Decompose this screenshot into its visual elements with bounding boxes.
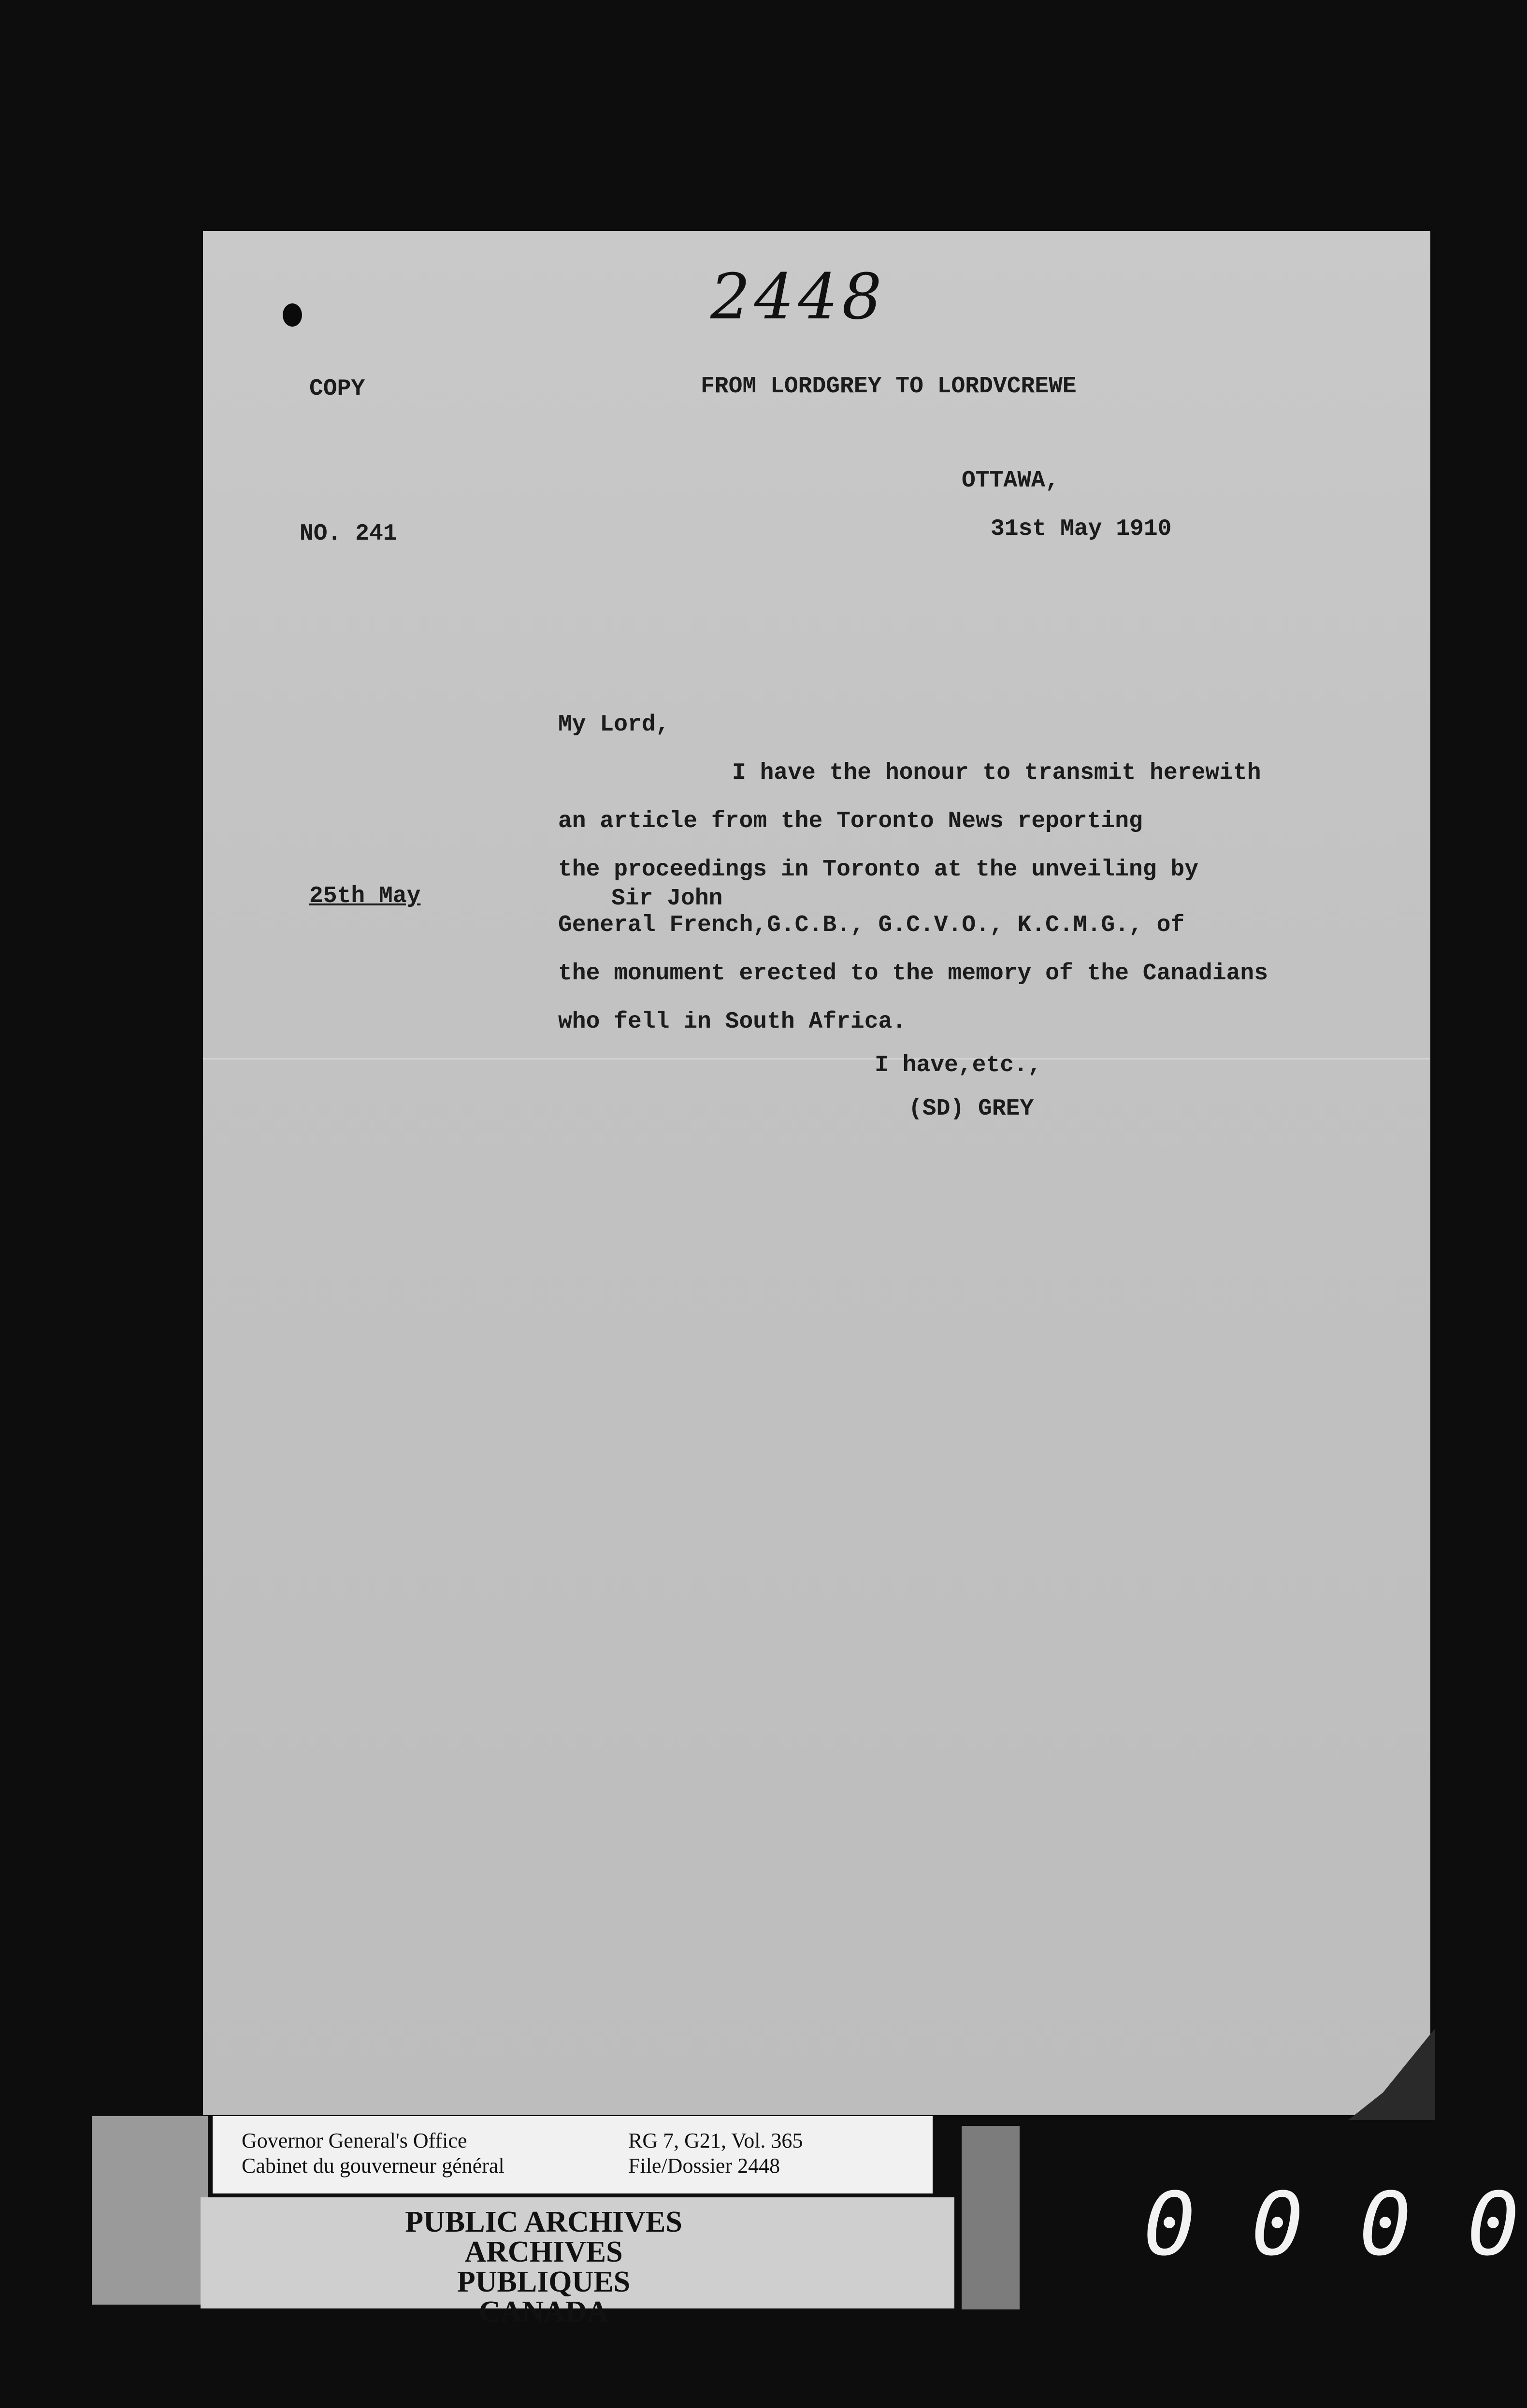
body-line: I have the honour to transmit herewith — [732, 760, 1261, 786]
document-sheet — [203, 231, 1430, 2115]
margin-date-note: 25th May — [309, 883, 421, 909]
film-strip-block — [92, 2116, 208, 2305]
closing: I have,etc., — [875, 1052, 1042, 1078]
body-line: the monument erected to the memory of the Canadians — [558, 960, 1268, 987]
archives-text — [375, 2207, 713, 2327]
letter-number: NO. 241 — [300, 521, 397, 547]
film-strip-block — [962, 2126, 1020, 2309]
copy-label: COPY — [309, 376, 365, 402]
frame-digit: 0 — [1359, 2174, 1412, 2275]
public-archives-stamp — [201, 2197, 954, 2328]
frame-digit: 0 — [1251, 2174, 1304, 2275]
archive-reference-label — [213, 2116, 933, 2193]
archives-line: PUBLIC ARCHIVES — [405, 2206, 682, 2238]
record-group-reference: RG 7, G21, Vol. 365 — [628, 2129, 803, 2152]
body-line: General French,G.C.B., G.C.V.O., K.C.M.G., of — [558, 912, 1185, 938]
letter-heading: FROM LORDGREY TO LORDVCREWE — [701, 373, 1077, 400]
body-line: an article from the Toronto News reporting — [558, 808, 1143, 834]
salutation: My Lord, — [558, 712, 670, 738]
file-number: File/Dossier 2448 — [628, 2154, 780, 2178]
office-name-en: Governor General's Office — [242, 2129, 467, 2152]
frame-digit: 0 — [1143, 2174, 1196, 2275]
handwritten-file-number: 2448 — [710, 260, 886, 333]
body-line: the proceedings in Toronto at the unveiling by — [558, 857, 1199, 883]
torn-corner — [1348, 2028, 1435, 2120]
frame-digit: 0 — [1467, 2174, 1520, 2275]
letter-place: OTTAWA, — [962, 468, 1059, 494]
punch-hole — [283, 303, 302, 327]
frame-counter — [1140, 2174, 1522, 2275]
fold-line — [203, 1058, 1430, 1060]
body-line: who fell in South Africa. — [558, 1009, 907, 1035]
letter-date: 31st May 1910 — [991, 516, 1172, 542]
archives-line: CANADA — [478, 2295, 609, 2328]
archives-line: ARCHIVES PUBLIQUES — [457, 2236, 631, 2298]
body-line-insertion: Sir John — [611, 886, 723, 912]
signature: (SD) GREY — [908, 1096, 1034, 1122]
office-name-fr: Cabinet du gouverneur général — [242, 2154, 504, 2178]
